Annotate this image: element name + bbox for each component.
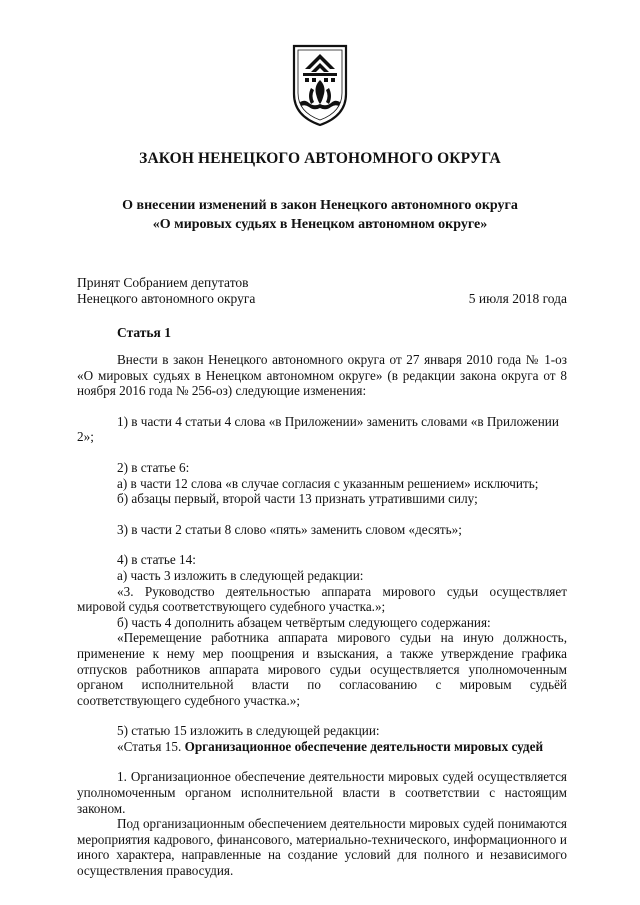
adoption-date: 5 июля 2018 года — [468, 291, 567, 306]
item-2-a: а) в части 12 слова «в случае согласия с указанным решением» исключить; — [117, 475, 539, 491]
article-heading: Статья 1 — [117, 325, 171, 340]
item-4-b-quote: «Перемещение работника аппарата мирового судьи на иную должность, применение к нему мер поощрения и взыскания, а также утверждение графика отпусков работников аппарата мирового судьи осуществляется уполномоченным органом исполнительной власти по согласованию с мировым судьёй соответствующего судебного участка.»; — [77, 630, 567, 708]
item-2-b: б) абзацы первый, второй части 13 признать утратившими силу; — [117, 491, 478, 507]
subtitle-line-2: «О мировых судьях в Ненецком автономном округе» — [152, 217, 488, 232]
adoption-line-1: Принят Собранием депутатов — [77, 275, 249, 290]
paragraph-2: Под организационным обеспечением деятельности мировых судей понимаются мероприятия кадрового, финансового, материально-технического, информационного и иного характера, направленные на создание условий для полного и независимого осуществления правосудия. — [77, 816, 567, 879]
adoption-block — [77, 275, 567, 307]
coat-of-arms-icon — [291, 42, 349, 128]
article-body — [77, 352, 567, 879]
item-4-a-quote: «3. Руководство деятельностью аппарата мирового судьи осуществляет мировой судья соответствующего судебного участка.»; — [77, 583, 567, 615]
law-title: ЗАКОН НЕНЕЦКОГО АВТОНОМНОГО ОКРУГА — [139, 150, 501, 167]
item-2-heading: 2) в статье 6: — [117, 459, 190, 475]
item-5-quote — [77, 739, 567, 755]
item-4-b: б) часть 4 дополнить абзацем четвёртым следующего содержания: — [117, 614, 491, 630]
paragraph-1: 1. Организационное обеспечение деятельности мировых судей осуществляется уполномоченным органом исполнительной власти в соответствии с настоящим законом. — [77, 769, 567, 816]
item-1: 1) в части 4 статьи 4 слова «в Приложении» заменить словами «в Приложении 2»; — [77, 413, 559, 445]
item-5-quote-title: Организационное обеспечение деятельности мировых судей — [184, 738, 544, 754]
article-intro: Внести в закон Ненецкого автономного округа от 27 января 2010 года № 1-оз «О мировых судьях в Ненецком автономном округе» (в редакции закона округа от 8 ноября 2016 года № 256-оз) следующие изменения: — [77, 352, 567, 399]
law-subtitle — [0, 196, 640, 234]
item-5-heading: 5) статью 15 изложить в следующей редакции: — [117, 723, 380, 739]
item-3: 3) в части 2 статьи 8 слово «пять» заменить словом «десять»; — [117, 521, 462, 537]
adoption-line-2: Ненецкого автономного округа — [77, 291, 256, 306]
item-4-a: а) часть 3 изложить в следующей редакции: — [117, 567, 364, 583]
item-4-heading: 4) в статье 14: — [117, 552, 196, 568]
subtitle-line-1: О внесении изменений в закон Ненецкого автономного округа — [122, 198, 518, 213]
item-5-quote-prefix: «Статья 15. — [117, 738, 185, 754]
